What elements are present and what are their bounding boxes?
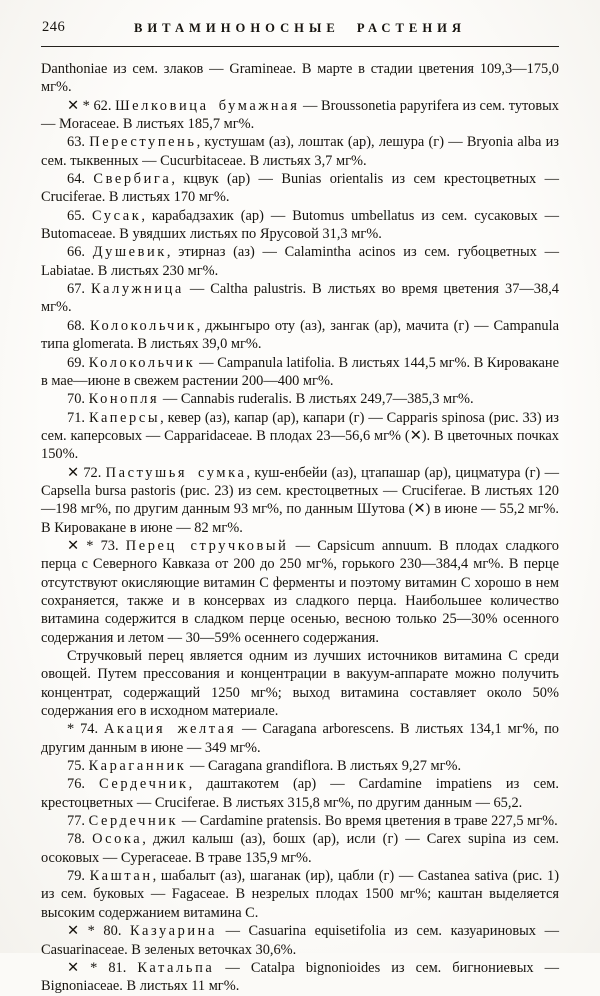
entry-paragraph	[41, 60, 559, 97]
plant-name: Осока	[92, 831, 143, 848]
entry-text: ✕ * 80.	[67, 923, 131, 940]
header-rule	[41, 46, 559, 47]
entry-text: , джынгыро оту (аз), зангак (ар), мачита (г) — Campanula типа glomerata. В листьях 39,0 мг%.	[41, 317, 559, 353]
entry-text: 69.	[67, 354, 89, 371]
entry-text: — Capsicum annuum. В плодах сладкого перца с Северного Кавказа от 200 до 250 мг%, горького 230—384,4 мг%. В перце отсутствуют окисляющие витамин С ферменты и поэтому витамин С хорошо в нем сохраняется, также и в консервах из сладкого перца. Наибольшее количество витамина содержится в сладком перце осенью, весною только 25—30% осенного содержания и летом — 30—59% осеннего содержания.	[41, 537, 559, 646]
entry-paragraph	[41, 280, 559, 317]
entry-text: — Caragana arborescens. В листьях 134,1 мг%, по другим данным в июне — 349 мг%.	[41, 721, 559, 756]
entry-paragraph	[41, 170, 559, 207]
plant-name: Каштан	[89, 868, 153, 885]
entry-text: — Campanula latifolia. В листьях 144,5 мг%. В Кировакане в мае—июне в свежем растении 200—400 мг%.	[41, 354, 559, 389]
entry-text: , кевер (аз), капар (ар), капари (г) — Capparis spinosa (рис. 33) из сем. каперсовых — Capparidaceae. В плодах 23—56,6 мг% (✕). В цветочных почках 150%.	[41, 409, 559, 463]
entry-text: 67.	[67, 281, 91, 298]
plant-name: Душевик	[92, 244, 167, 261]
page-number: 246	[42, 19, 66, 35]
entry-text: 77.	[67, 813, 89, 830]
plant-name: Конопля	[88, 391, 160, 408]
entry-text: — Cannabis ruderalis. В листьях 249,7—385,3 мг%.	[159, 391, 474, 408]
entry-paragraph	[41, 207, 559, 244]
entry-text: 75.	[67, 758, 89, 775]
entry-paragraph	[41, 390, 559, 408]
page-header	[41, 17, 559, 37]
entry-paragraph	[41, 97, 559, 134]
entry-paragraph	[41, 867, 559, 922]
plant-name: Караганник	[88, 758, 187, 775]
entry-text: , кцвук (ар) — Bunias orientalis из сем крестоцветных — Cruciferae. В листьях 170 мг%.	[41, 171, 559, 206]
plant-name: Переступень	[89, 134, 197, 151]
entry-text: 79.	[67, 868, 90, 885]
entry-text: 76.	[67, 776, 100, 793]
plant-name: Сердечник	[88, 813, 179, 830]
entry-paragraph	[41, 317, 559, 354]
entry-text: 78.	[67, 831, 93, 848]
entry-text: , даштакотем (ар) — Cardamine impatiens из сем. крестоцветных — Cruciferae. В листьях 315,8 мг%, по другим данным — 65,2.	[41, 776, 559, 811]
entry-text: ✕ * 62.	[67, 97, 116, 114]
entry-text: , куш-енбейи (аз), цтапашар (ар), цицматура (г) — Capsella bursa pastoris (рис. 23) из сем. крестоцветных — Cruciferae. В листьях 120—198 мг%, по другим данным 93 мг%, по данным Шутова (✕) в июне — 55,2 мг%. В Кировакане в июне — 82 мг%.	[41, 464, 559, 536]
plant-name: Каперсы	[88, 409, 161, 426]
entry-text: 66.	[67, 244, 93, 261]
entry-paragraph	[41, 775, 559, 812]
plant-name: Пастушья сумка	[105, 464, 247, 481]
entry-text: , шабалыт (аз), шаганак (ир), цабли (г) — Castanea sativa (рис. 1) из сем. буковых — Fagaceae. В незрелых плодах 1500 мг%; каштан выделяется высоким содержанием витамина С.	[41, 868, 559, 921]
plant-name: Сусак	[91, 207, 142, 224]
entry-paragraph	[41, 922, 559, 959]
running-title: ВИТАМИНОНОСНЫЕ РАСТЕНИЯ	[133, 21, 467, 35]
entry-text: * 74.	[67, 721, 104, 738]
entry-text: Стручковый перец является одним из лучших источников витамина С среди овощей. Путем прессования и концентрации в вакуум-аппарате можно получить концентрат, содержащий 1250 мг%; выход витамина составляет около 50% содержания его в исходном материале.	[41, 648, 559, 720]
entry-text: , этирназ (аз) — Calamintha acinos из сем. губоцветных — Labiatae. В листьях 230 мг%.	[41, 244, 559, 279]
plant-name: Сердечник	[99, 776, 189, 793]
entry-text: 70.	[67, 391, 89, 408]
entry-text: , карабадзахик (ар) — Butomus umbellatus из сем. сусаковых — Butomaceae. В увядших листьях по Ярусовой 31,3 мг%.	[41, 207, 559, 243]
entry-text: — Caragana grandiflora. В листьях 9,27 мг%.	[186, 758, 462, 775]
entry-text: ✕ * 81.	[67, 959, 138, 976]
entry-text: 64.	[67, 171, 94, 188]
entry-paragraph	[41, 409, 559, 464]
plant-name: Колокольчик	[89, 317, 197, 334]
entry-text: ✕ 72.	[67, 464, 106, 481]
entry-text: — Caltha palustris. В листьях во время цветения 37—38,4 мг%.	[41, 281, 559, 316]
entry-paragraph	[41, 133, 559, 170]
text-block	[41, 60, 559, 996]
entry-text: , джил калыш (аз), бошх (ар), исли (г) — Carex supina из сем. осоковых — Cyperaceae. В траве 135,9 мг%.	[41, 831, 559, 866]
plant-name: Перец стручковый	[125, 537, 289, 554]
entry-paragraph	[41, 537, 559, 647]
entry-text: — Broussonetia papyrifera из сем. тутовых — Moraceae. В листьях 185,7 мг%.	[41, 97, 559, 133]
entry-paragraph	[41, 757, 559, 775]
plant-name: Катальпа	[137, 959, 215, 976]
entry-text: 65.	[67, 207, 92, 224]
entry-text: 63.	[67, 134, 90, 151]
entry-text: , кустушам (аз), лоштак (ар), лешура (г) — Bryonia alba из сем. тыквенных — Cucurbitaceae. В листьях 3,7 мг%.	[41, 134, 559, 169]
entry-paragraph	[41, 243, 559, 280]
entry-paragraph	[41, 830, 559, 867]
entry-paragraph	[41, 812, 559, 830]
entry-text: — Casuarina equisetifolia из сем. казуариновых — Casuarinaceae. В зеленых веточках 30,6%.	[41, 923, 559, 958]
plant-name: Шелковица бумажная	[115, 97, 300, 114]
entry-text: 68.	[67, 317, 90, 334]
entry-paragraph	[41, 464, 559, 537]
entry-paragraph	[41, 354, 559, 391]
entry-paragraph	[41, 720, 559, 757]
entry-text: ✕ * 73.	[67, 537, 126, 554]
entry-text: Danthoniae из сем. злаков — Gramineae. В марте в стадии цветения 109,3—175,0 мг%.	[41, 61, 559, 96]
entry-text: 71.	[67, 409, 89, 426]
plant-name: Колокольчик	[88, 354, 196, 371]
plant-name: Калужница	[90, 281, 184, 298]
entry-paragraph	[41, 647, 559, 720]
plant-name: Акация желтая	[104, 721, 237, 738]
entry-text: — Cardamine pratensis. Во время цветения в траве 227,5 мг%.	[178, 813, 558, 830]
entry-text: — Catalpa bignonioides из сем. бигнониевых — Bignoniaceae. В листьях 11 мг%.	[41, 959, 559, 995]
entry-paragraph	[41, 959, 559, 996]
plant-name: Свербига	[93, 171, 172, 188]
plant-name: Казуарина	[130, 923, 217, 940]
